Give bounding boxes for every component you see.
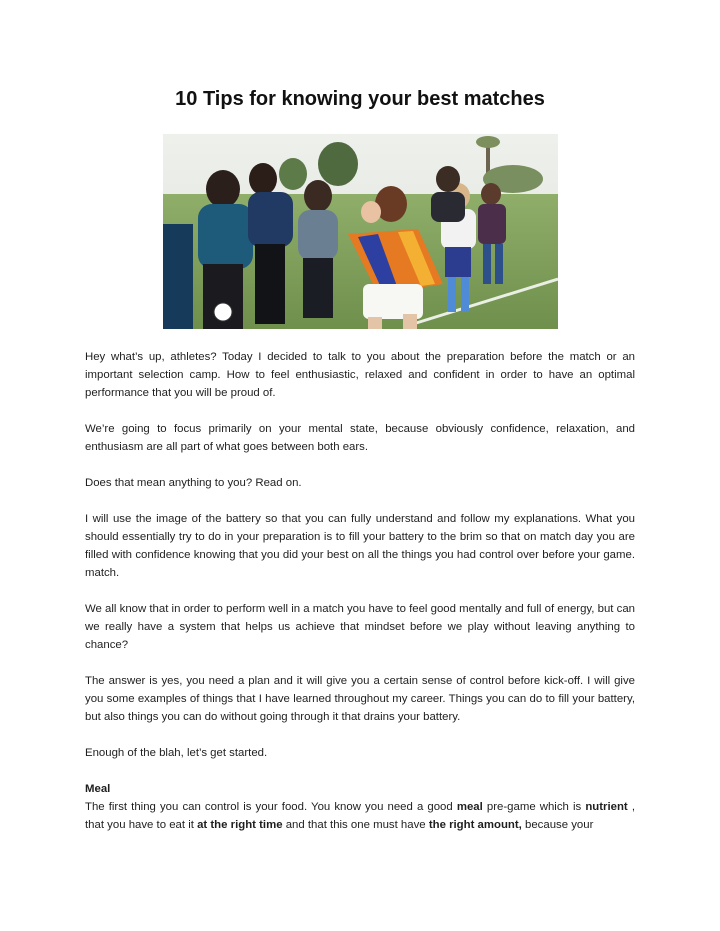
meal-bold-right-time: at the right time [197,819,283,831]
meal-text-1: The first thing you can control is your food. You know you need a good [85,801,457,813]
article-body [85,348,635,834]
meal-bold-nutrient: nutrient [585,801,628,813]
meal-bold-right-amount: the right amount, [428,819,522,831]
paragraph-plan: The answer is yes, you need a plan and it will give you a certain sense of control before kick-off. I will give you some examples of things that I have learned throughout my career. Things you can do to fill your battery, but also things you can do without going through it that drains your battery. [85,675,635,723]
section-heading-meal: Meal [85,783,111,795]
page-title: 10 Tips for knowing your best matches [175,88,545,110]
meal-text-5: because your [521,819,594,831]
paragraph-get-started: Enough of the blah, let’s get started. [85,747,268,759]
paragraph-perform-well: We all know that in order to perform well in a match you have to feel good mentally and full of energy, but can we really have a system that helps us achieve that mindset before we play without leaving anything to chance? [85,603,635,651]
meal-text-4: and that this one must have [282,819,429,831]
paragraph-read-on: Does that mean anything to you? Read on. [85,477,302,489]
meal-bold-meal: meal [456,801,483,813]
meal-text-3: , that you have to eat it [85,801,635,831]
celebrating-players-photo [163,134,558,329]
paragraph-mental-state: We’re going to focus primarily on your mental state, because obviously confidence, relaxation, and enthusiasm are all part of what goes between both ears. [85,423,635,453]
meal-text-2: pre-game which is [482,801,586,813]
paragraph-intro: Hey what’s up, athletes? Today I decided to talk to you about the preparation before the match or an important selection camp. How to feel enthusiastic, relaxed and confident in order to have an optimal performance that you will be proud of. [85,351,635,399]
paragraph-meal [85,798,635,834]
paragraph-battery: I will use the image of the battery so that you can fully understand and follow my explanations. What you should essentially try to do in your preparation is to fill your battery to the brim so that on match day you are filled with confidence knowing that you did your best on all the things you had control over before your game. match. [85,513,635,579]
